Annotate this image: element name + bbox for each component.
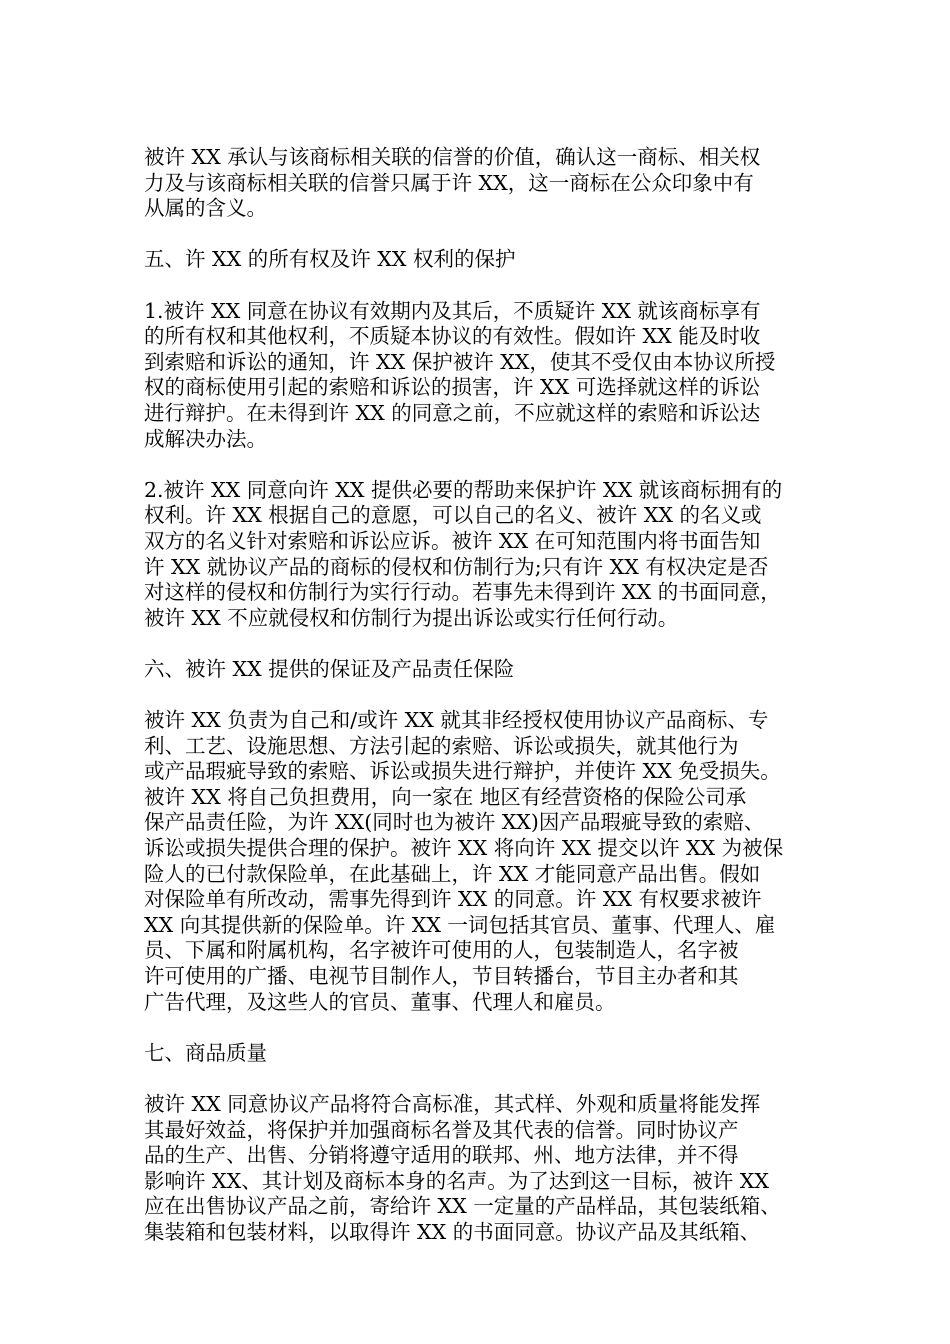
document-page — [144, 145, 808, 1271]
text-line: 许可使用的广播、电视节目制作人，节目转播台，节目主办者和其 — [144, 964, 739, 988]
text-line: 权的商标使用引起的索赔和诉讼的损害，许 XX 可选择就这样的诉讼 — [144, 375, 761, 400]
text-line: XX 向其提供新的保险单。许 XX 一词包括其官员、董事、代理人、雇 — [144, 912, 776, 937]
paragraph — [144, 1092, 808, 1246]
text-line: 从属的含义。 — [144, 196, 267, 221]
text-line: 成解决办法。 — [144, 426, 267, 451]
text-line: 被许 XX 不应就侵权和仿制行为提出诉讼或实行任何行动。 — [144, 605, 679, 630]
paragraph — [144, 145, 808, 222]
text-line: 品的生产、出售、分销将遵守适用的联邦、州、地方法律，并不得 — [144, 1143, 739, 1168]
text-line: 被许 XX 将自己负担费用，向一家在 地区有经营资格的保险公司承 — [144, 784, 747, 809]
text-line: 利、工艺、设施思想、方法引起的索赔、诉讼或损失，就其他行为 — [144, 733, 739, 758]
paragraph — [144, 708, 808, 1015]
text-line: 或产品瑕疵导致的索赔、诉讼或损失进行辩护，并使许 XX 免受损失。 — [144, 759, 781, 784]
text-line: 2.被许 XX 同意向许 XX 提供必要的帮助来保护许 XX 就该商标拥有的 — [144, 477, 783, 502]
section-heading — [144, 247, 808, 273]
text-line: 力及与该商标相关联的信誉只属于许 XX，这一商标在公众印象中有 — [144, 170, 754, 195]
text-line: 应在出售协议产品之前，寄给许 XX 一定量的产品样品，其包装纸箱、 — [144, 1194, 781, 1219]
text-line: 六、被许 XX 提供的保证及产品责任保险 — [144, 656, 515, 681]
text-line: 五、许 XX 的所有权及许 XX 权利的保护 — [144, 247, 516, 272]
text-line: 进行辩护。在未得到许 XX 的同意之前，不应就这样的索赔和诉讼达 — [144, 400, 761, 425]
text-line: 诉讼或损失提供合理的保护。被许 XX 将向许 XX 提交以许 XX 为被保 — [144, 836, 784, 861]
text-line: 权利。许 XX 根据自己的意愿，可以自己的名义、被许 XX 的名义或 — [144, 503, 762, 528]
paragraph — [144, 478, 808, 632]
text-line: 保产品责任险，为许 XX(同时也为被许 XX)因产品瑕疵导致的索赔、 — [144, 810, 765, 835]
text-line: 被许 XX 同意协议产品将符合高标准，其式样、外观和质量将能发挥 — [144, 1091, 761, 1116]
section-heading — [144, 657, 808, 683]
text-line: 七、商品质量 — [144, 1040, 267, 1065]
text-line: 险人的已付款保险单，在此基础上，许 XX 才能同意产品出售。假如 — [144, 861, 761, 886]
text-line: 到索赔和诉讼的通知，许 XX 保护被许 XX，使其不受仅由本协议所授 — [144, 349, 776, 374]
text-line: 的所有权和其他权利，不质疑本协议的有效性。假如许 XX 能及时收 — [144, 324, 761, 349]
text-line: 影响许 XX、其计划及商标本身的名声。为了达到这一目标，被许 XX — [144, 1168, 769, 1193]
text-line: 广告代理，及这些人的官员、董事、代理人和雇员。 — [144, 989, 616, 1014]
text-line: 被许 XX 承认与该商标相关联的信誉的价值，确认这一商标、相关权 — [144, 145, 761, 169]
text-line: 许 XX 就协议产品的商标的侵权和仿制行为;只有许 XX 有权决定是否 — [144, 554, 769, 579]
section-heading — [144, 1041, 808, 1067]
text-line: 对这样的侵权和仿制行为实行行动。若事先未得到许 XX 的书面同意， — [144, 580, 781, 605]
text-line: 其最好效益，将保护并加强商标名誉及其代表的信誉。同时协议产 — [144, 1117, 739, 1142]
text-line: 员、下属和附属机构，名字被许可使用的人，包装制造人，名字被 — [144, 938, 739, 963]
text-line: 双方的名义针对索赔和诉讼应诉。被许 XX 在可知范围内将书面告知 — [144, 528, 761, 553]
text-line: 对保险单有所改动，需事先得到许 XX 的同意。许 XX 有权要求被许 — [144, 887, 762, 912]
paragraph — [144, 299, 808, 453]
text-line: 被许 XX 负责为自己和/或许 XX 就其非经授权使用协议产品商标、专 — [144, 708, 769, 733]
text-line: 1.被许 XX 同意在协议有效期内及其后，不质疑许 XX 就该商标享有 — [144, 298, 761, 323]
text-line: 集装箱和包装材料，以取得许 XX 的书面同意。协议产品及其纸箱、 — [144, 1219, 761, 1244]
